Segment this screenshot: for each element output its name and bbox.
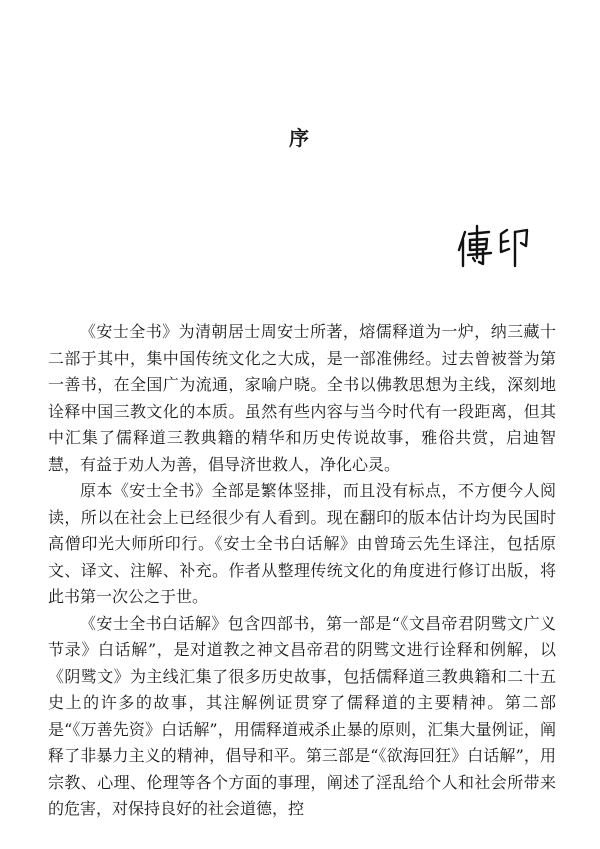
handwritten-signature [455, 222, 545, 268]
preface-body [48, 319, 556, 823]
paragraph-2: 原本《安士全书》全部是繁体竖排，而且没有标点，不方便今人阅读，所以在社会上已经很少有人看到。现在翻印的版本估计均为民国时高僧印光大师所印行。《安士全书白话解》由曾琦云先生译注，包括原文、译文、注解、补充。作者从整理传统文化的角度进行修订出版，将此书第一次公之于世。 [48, 481, 556, 606]
paragraph-1: 《安士全书》为清朝居士周安士所著，熔儒释道为一炉，纳三藏十二部于其中，集中国传统文化之大成，是一部准佛经。过去曾被誉为第一善书，在全国广为流通，家喻户晓。全书以佛教思想为主线，深刻地诠释中国三教文化的本质。虽然有些内容与当今时代有一段距离，但其中汇集了儒释道三教典籍的精华和历史传说故事，雅俗共赏，启迪智慧，有益于劝人为善，倡导济世救人，净化心灵。 [48, 322, 556, 474]
paragraph-3: 《安士全书白话解》包含四部书，第一部是“《文昌帝君阴骘文广义节录》白话解”，是对道教之神文昌帝君的阴骘文进行诠释和例解，以《阴骘文》为主线汇集了很多历史故事，包括儒释道三教典籍和二十五史上的许多的故事，其注解例证贯穿了儒释道的主要精神。第二部是“《万善先资》白话解”，用儒释道戒杀止暴的原则，汇集大量例证，阐释了非暴力主义的精神，倡导和平。第三部是“《欲海回狂》白话解”，用宗教、心理、伦理等各个方面的事理，阐述了淫乱给个人和社会所带来的危害，对保持良好的社会道德，控 [48, 613, 556, 818]
page-title: 序 [289, 126, 311, 150]
